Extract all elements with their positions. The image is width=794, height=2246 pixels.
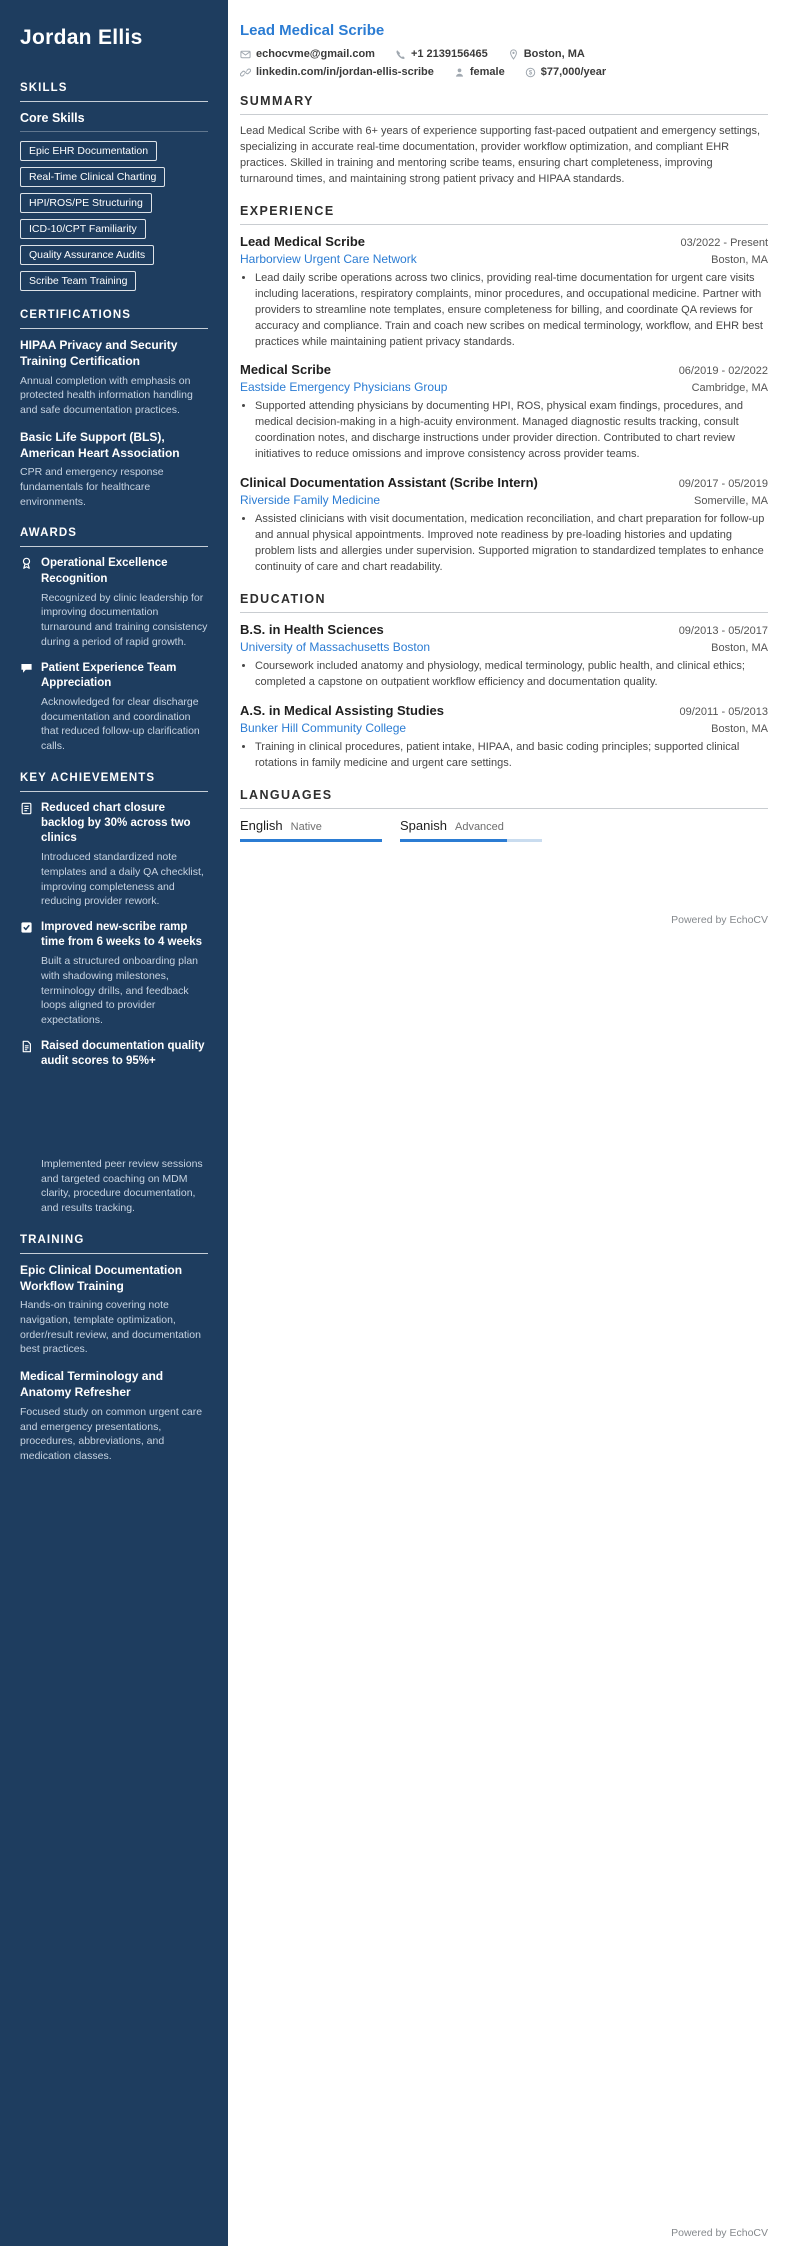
candidate-name: Jordan Ellis [20, 26, 143, 49]
achievements-heading: KEY ACHIEVEMENTS [20, 772, 208, 792]
job-location: Somerville, MA [694, 495, 768, 508]
education-dates: 09/2011 - 05/2013 [679, 705, 768, 718]
training-heading: TRAINING [20, 1234, 208, 1254]
education-entry-head [240, 622, 768, 637]
report-icon [20, 801, 33, 909]
powered-by-label: Powered by EchoCV [671, 913, 768, 926]
job-location: Boston, MA [711, 253, 768, 266]
language-item [240, 818, 382, 842]
contact-location-value: Boston, MA [523, 48, 585, 60]
languages-heading: LANGUAGES [240, 788, 768, 809]
job-role: Medical Scribe [240, 362, 332, 378]
language-list [240, 818, 768, 842]
job-bullets [240, 399, 768, 463]
award-title: Patient Experience Team Appreciation [41, 661, 177, 689]
job-role: Lead Medical Scribe [240, 233, 365, 249]
speech-bubble-icon [20, 661, 33, 754]
link-icon [240, 67, 251, 78]
job-dates: 09/2017 - 05/2019 [678, 478, 768, 491]
skill-tag: Quality Assurance Audits [20, 245, 154, 265]
school-link[interactable]: University of Massachusetts Boston [240, 639, 431, 654]
language-level: Advanced [454, 820, 504, 833]
language-head [240, 818, 382, 833]
language-name: Spanish [400, 817, 447, 833]
medal-icon [20, 556, 33, 649]
training-item [20, 1263, 208, 1357]
achievements-section [20, 772, 208, 1216]
contact-phone-value: +1 2139156465 [410, 48, 488, 60]
language-head [400, 818, 542, 833]
school-link[interactable]: Bunker Hill Community College [240, 720, 407, 735]
powered-by-footer: Powered by EchoCV [671, 2227, 768, 2239]
training-name: Medical Terminology and Anatomy Refresher [20, 1369, 164, 1399]
summary-section [240, 94, 768, 188]
sidebar [0, 0, 228, 2246]
company-link[interactable]: Harborview Urgent Care Network [240, 251, 417, 266]
training-section [20, 1234, 208, 1464]
contact-linkedin-value: linkedin.com/in/jordan-ellis-scribe [256, 66, 434, 78]
contact-salary [525, 66, 606, 78]
education-bullet: • Coursework included anatomy and physiology, medical terminology, public health, and clinical ethics; completed a capstone on outpatient workflow efficiency and documentation quality. [255, 659, 768, 691]
education-section [240, 592, 768, 772]
experience-entry [240, 234, 768, 351]
achievement-title: Reduced chart closure backlog by 30% across two clinics [41, 801, 191, 844]
contact-salary-value: $77,000/year [540, 66, 607, 78]
award-body [41, 661, 208, 754]
contact-gender [454, 66, 505, 78]
school-location: Boston, MA [711, 641, 768, 654]
certification-name: Basic Life Support (BLS), American Heart Association [20, 429, 180, 460]
achievement-description: Built a structured onboarding plan with shadowing milestones, terminology drills, and feedback loops aligned to provider expectations. [41, 955, 199, 1026]
certification-description: Annual completion with emphasis on protected health information handling and safe documentation practices. [20, 374, 193, 417]
certifications-section [20, 309, 208, 509]
summary-text: Lead Medical Scribe with 6+ years of experience supporting fast-paced outpatient and emergency settings, specializing in accurate real-time documentation, provider workflow optimization, and compliant EHR practices. Skilled in training and mentoring scribe teams, ensuring chart completeness, improving turnaround times, and maintaining strong patient privacy and HIPAA standards. [240, 125, 761, 185]
contact-email[interactable] [240, 48, 375, 60]
contact-email-value: echocvme@gmail.com [256, 48, 375, 60]
experience-heading: EXPERIENCE [240, 204, 768, 225]
resume-job-title: Lead Medical Scribe [240, 22, 385, 39]
contact-gender-value: female [469, 66, 505, 78]
awards-section [20, 527, 208, 753]
awards-heading: AWARDS [20, 527, 208, 547]
language-bar [400, 839, 542, 842]
education-bullets [240, 659, 768, 691]
experience-entry-sub [240, 490, 768, 507]
job-dates: 06/2019 - 02/2022 [678, 365, 768, 378]
education-entry-sub [240, 637, 768, 654]
education-dates: 09/2013 - 05/2017 [678, 624, 768, 637]
achievement-body [41, 920, 208, 1028]
experience-entry [240, 362, 768, 463]
achievement-body [41, 1039, 208, 1216]
language-bar-fill [400, 839, 507, 842]
location-pin-icon [508, 49, 519, 60]
experience-entry-head [240, 475, 768, 490]
job-bullets [240, 271, 768, 351]
experience-entry-sub [240, 377, 768, 394]
dollar-icon [525, 67, 536, 78]
certification-name: HIPAA Privacy and Security Training Certification [20, 338, 178, 368]
education-bullet: • Training in clinical procedures, patient intake, HIPAA, and basic coding principles; supported clinical rotations in family medicine and urgent care settings. [255, 740, 768, 772]
award-description: Recognized by clinic leadership for improving documentation turnaround and training consistency during a period of rapid growth. [41, 591, 208, 648]
training-item [20, 1369, 208, 1463]
contact-phone[interactable] [395, 48, 488, 60]
achievement-title: Improved new-scribe ramp time from 6 weeks to 4 weeks [41, 920, 203, 949]
page-break-gap [41, 1073, 208, 1157]
achievement-description: Introduced standardized note templates and a daily QA checklist, improving completeness and reducing provider rework. [41, 851, 204, 908]
skill-tag: HPI/ROS/PE Structuring [20, 193, 152, 213]
award-description: Acknowledged for clear discharge documentation and coordination that reduced follow-up clarification calls. [41, 695, 200, 752]
languages-section [240, 788, 768, 842]
resume-main [228, 0, 794, 2246]
phone-icon [395, 49, 406, 60]
award-item [20, 556, 208, 649]
achievement-body [41, 801, 208, 909]
job-bullets [240, 512, 768, 576]
skill-tag-list [20, 141, 208, 291]
job-location: Cambridge, MA [691, 382, 768, 395]
education-entry-head [240, 703, 768, 718]
language-bar [240, 839, 382, 842]
achievement-description: Implemented peer review sessions and targeted coaching on MDM clarity, procedure documentation, and results tracking. [41, 1158, 203, 1215]
contact-row-2 [240, 66, 768, 78]
summary-heading: SUMMARY [240, 94, 768, 115]
contact-row-1 [240, 48, 768, 60]
person-icon [454, 67, 465, 78]
skill-tag: Epic EHR Documentation [20, 141, 157, 161]
training-description: Focused study on common urgent care and emergency presentations, procedures, abbreviations, and medication classes. [20, 1405, 203, 1462]
contact-linkedin[interactable] [240, 66, 434, 78]
document-icon [20, 1039, 33, 1216]
skill-tag: ICD-10/CPT Familiarity [20, 219, 146, 239]
job-bullet: • Lead daily scribe operations across two clinics, providing real-time documentation for urgent care visits including lacerations, respiratory complaints, minor procedures, and occupational medicine. Partner with providers to streamline note templates, ensure completeness for billing, and coordinate QA reviews for accuracy and compliance. Train and coach new scribes on medical terminology, workflow, and EHR best practices while maintaining patient privacy standards. [255, 271, 768, 351]
certification-item [20, 338, 208, 418]
contact-location [508, 48, 585, 60]
award-body [41, 556, 208, 649]
job-bullet: • Assisted clinicians with visit documentation, medication reconciliation, and chart preparation for follow-up and annual physical appointments. Improved note readiness by pre-loading histories and updating problem lists and allergies under supervision. Supported migration to standardized templates to enhance continuity of care and chart readability. [255, 512, 768, 576]
award-item [20, 661, 208, 754]
skills-group-title: Core Skills [20, 111, 208, 132]
degree-name: A.S. in Medical Assisting Studies [240, 702, 444, 718]
svg-text:$: $ [528, 70, 532, 77]
experience-section [240, 204, 768, 576]
education-entry-sub [240, 718, 768, 735]
language-name: English [240, 817, 283, 833]
education-heading: EDUCATION [240, 592, 768, 613]
mail-icon [240, 49, 251, 60]
education-entry [240, 622, 768, 691]
certification-item [20, 430, 208, 510]
experience-entry-head [240, 234, 768, 249]
language-bar-fill [240, 839, 382, 842]
skills-heading: SKILLS [20, 82, 208, 102]
training-name: Epic Clinical Documentation Workflow Training [20, 1262, 183, 1293]
company-link[interactable]: Riverside Family Medicine [240, 493, 381, 508]
achievement-item [20, 801, 208, 909]
school-location: Boston, MA [711, 722, 768, 735]
check-square-icon [20, 920, 33, 1028]
job-dates: 03/2022 - Present [680, 236, 768, 249]
skill-tag: Real-Time Clinical Charting [20, 167, 165, 187]
experience-entry [240, 475, 768, 576]
job-role: Clinical Documentation Assistant (Scribe Intern) [240, 475, 538, 491]
skill-tag: Scribe Team Training [20, 271, 136, 291]
education-bullets [240, 740, 768, 772]
achievement-item [20, 1039, 208, 1216]
language-level: Native [290, 820, 322, 833]
job-bullet: • Supported attending physicians by documenting HPI, ROS, physical exam findings, procedures, and medical decision-making in a high-acuity environment. Managed diagnostic results tracking, consult coordination notes, and discharge instructions under provider direction. Contributed to chart review initiatives to reduce omissions and improve consistency across provider teams. [255, 399, 768, 463]
skills-section [20, 82, 208, 291]
award-title: Operational Excellence Recognition [41, 557, 168, 585]
experience-entry-sub [240, 249, 768, 266]
training-description: Hands-on training covering note navigation, template optimization, order/result review, and documentation best practices. [20, 1299, 201, 1356]
degree-name: B.S. in Health Sciences [240, 621, 384, 637]
certifications-heading: CERTIFICATIONS [20, 309, 208, 329]
language-item [400, 818, 542, 842]
certification-description: CPR and emergency response fundamentals for healthcare environments. [20, 466, 164, 508]
company-link[interactable]: Eastside Emergency Physicians Group [240, 380, 448, 395]
education-entry [240, 703, 768, 772]
experience-entry-head [240, 362, 768, 377]
achievement-item [20, 920, 208, 1028]
achievement-title: Raised documentation quality audit scores to 95%+ [41, 1039, 205, 1067]
